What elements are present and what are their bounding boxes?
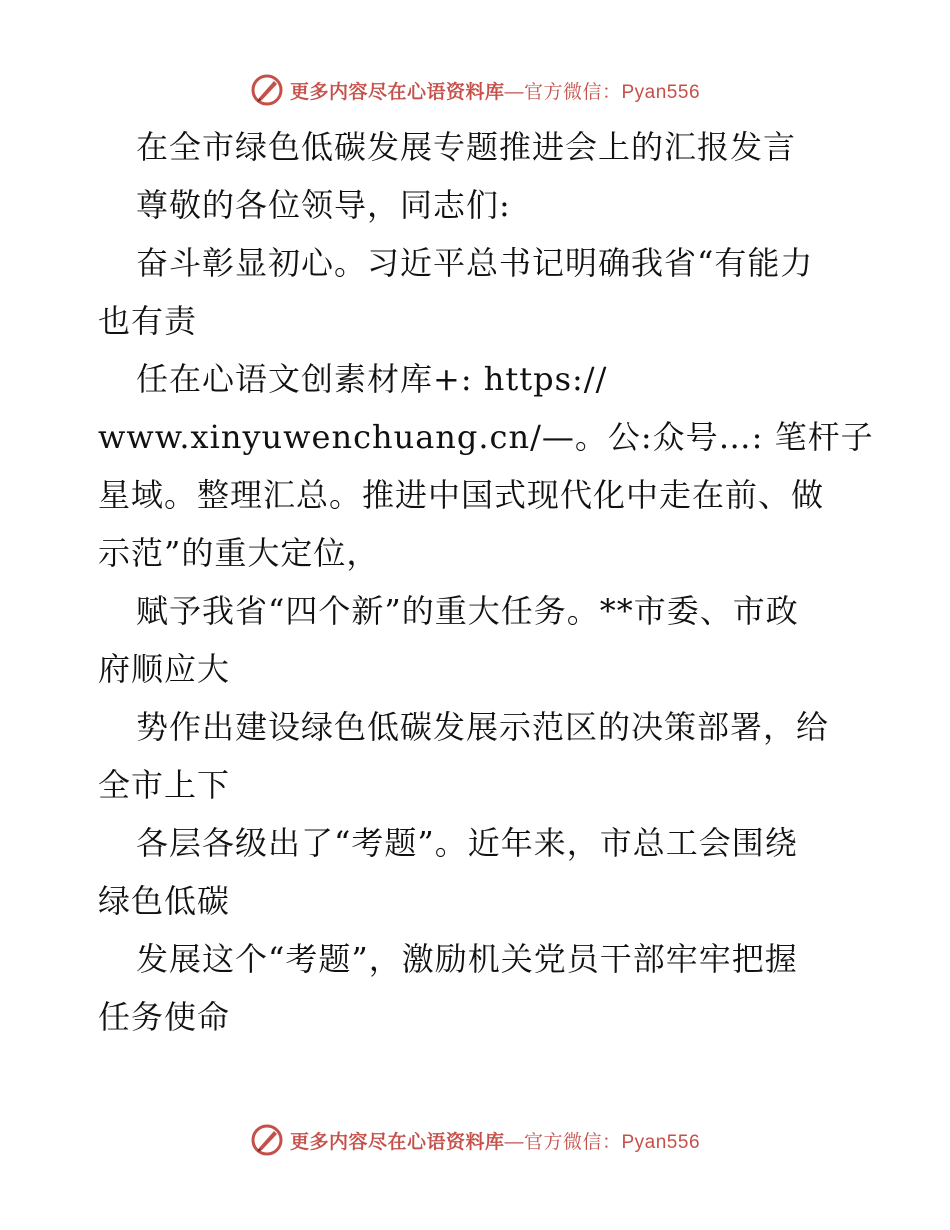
- document-line: 府顺应大: [98, 650, 231, 688]
- document-line: 奋斗彰显初心。习近平总书记明确我省“有能力: [136, 244, 814, 282]
- document-line: 任务使命: [98, 998, 231, 1036]
- document-line: 示范”的重大定位，: [98, 534, 380, 572]
- document-line: 赋予我省“四个新”的重大任务。**市委、市政: [136, 592, 799, 630]
- watermark-footer: [0, 1120, 950, 1160]
- quill-logo-icon: [250, 1123, 284, 1157]
- document-line: 尊敬的各位领导，同志们:: [136, 186, 511, 224]
- document-line: 绿色低碳: [98, 882, 231, 920]
- document-line: 全市上下: [98, 766, 231, 804]
- document-line: 发展这个“考题”，激励机关党员干部牢牢把握: [136, 940, 798, 978]
- document-line: 各层各级出了“考题”。近年来，市总工会围绕: [136, 824, 798, 862]
- watermark-header: [0, 70, 950, 110]
- document-line: www.xinyuwenchuang.cn/—。公:众号…: 笔杆子: [98, 418, 874, 456]
- document-line: 任在心语文创素材库+: https://: [136, 360, 608, 398]
- document-line: 也有责: [98, 302, 198, 340]
- quill-logo-icon: [250, 73, 284, 107]
- document-line: 星域。整理汇总。推进中国式现代化中走在前、做: [98, 476, 825, 514]
- document-line: 势作出建设绿色低碳发展示范区的决策部署，给: [136, 708, 830, 746]
- document-line: 在全市绿色低碳发展专题推进会上的汇报发言: [136, 128, 797, 166]
- watermark-text: 更多内容尽在心语资料库—官方微信：Pyan556: [289, 1131, 701, 1153]
- document-body: [98, 118, 874, 1046]
- watermark-text: 更多内容尽在心语资料库—官方微信：Pyan556: [289, 81, 701, 103]
